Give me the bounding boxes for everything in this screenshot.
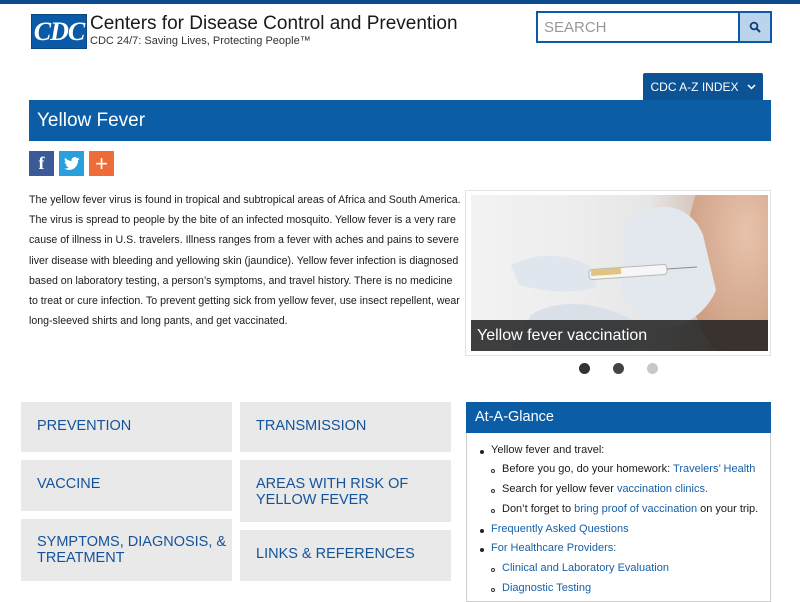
top-accent-bar [0,0,800,4]
twitter-bird-icon [64,157,80,170]
circle-bullet-icon [491,509,495,513]
twitter-share-button[interactable] [59,151,84,176]
bullet-icon [480,548,484,552]
bullet-icon [480,529,484,533]
slide-dot-3[interactable] [647,363,658,374]
provider-item-2 [502,582,591,594]
tile-symptoms-diagnosis-treatment[interactable]: SYMPTOMS, DIAGNOSIS, & TREATMENT [21,519,232,581]
chevron-down-icon [747,84,756,90]
more-share-button[interactable]: + [89,151,114,176]
travel-heading: Yellow fever and travel: [491,444,605,456]
at-a-glance-title: At-A-Glance [466,402,771,433]
facebook-share-button[interactable]: f [29,151,54,176]
cdc-logo[interactable]: CDC [31,14,87,49]
slide-dot-2[interactable] [613,363,624,374]
page-title-bar [29,100,771,141]
org-name[interactable]: Centers for Disease Control and Prevention [90,13,458,34]
circle-bullet-icon [491,588,495,592]
healthcare-providers-link[interactable]: For Healthcare Providers: [491,542,617,554]
page-title: Yellow Fever [37,110,146,131]
travel-item-1: Before you go, do your homework: Travelers’ Health [502,463,756,475]
providers-item [491,542,616,554]
bullet-icon [480,450,484,454]
proof-of-vaccination-link[interactable]: bring proof of vaccination [574,503,698,515]
faq-item [491,523,629,535]
az-index-button[interactable] [643,73,763,100]
search-button[interactable] [738,13,770,41]
travelers-health-link[interactable]: Travelers’ Health [673,463,756,475]
diagnostic-testing-link[interactable]: Diagnostic Testing [502,582,592,594]
circle-bullet-icon [491,568,495,572]
tile-prevention[interactable]: PREVENTION [21,402,232,452]
clinical-evaluation-link[interactable]: Clinical and Laboratory Evaluation [502,562,669,574]
circle-bullet-icon [491,469,495,473]
magnifier-icon [749,21,761,33]
az-index-label: CDC A-Z INDEX [650,79,739,94]
image-slideshow[interactable] [465,190,771,356]
circle-bullet-icon [491,489,495,493]
faq-link[interactable]: Frequently Asked Questions [491,523,629,535]
tile-areas-with-risk[interactable]: AREAS WITH RISK OF YELLOW FEVER [240,460,451,522]
search-input[interactable] [538,13,741,41]
provider-item-1 [502,562,669,574]
intro-paragraph: The yellow fever virus is found in tropical and subtropical areas of Africa and South America. The virus is spread to people by the bite of an infected mosquito. Yellow fever is a very rare cause of illness in U.S. travelers. Illness ranges from a fever with aches and pains to severe liver disease with bleeding and yellowing skin (jaundice). Yellow fever infection is diagnosed based on laboratory testing, a person’s symptoms, and travel history. There is no medicine to treat or cure infection. To prevent getting sick from yellow fever, use insect repellent, wear long-sleeved shirts and long pants, and get vaccinated. [29,194,461,328]
vaccination-clinics-link[interactable]: vaccination clinics. [616,483,709,495]
search-box [536,11,772,43]
slide-caption: Yellow fever vaccination [471,320,768,351]
tile-vaccine[interactable]: VACCINE [21,460,232,511]
slide-dot-1[interactable] [579,363,590,374]
tile-links-references[interactable]: LINKS & REFERENCES [240,530,451,581]
tile-transmission[interactable]: TRANSMISSION [240,402,451,452]
travel-item-3: Don’t forget to bring proof of vaccination on your trip. [502,503,759,515]
tagline: CDC 24/7: Saving Lives, Protecting People™ [90,35,311,47]
travel-item-2: Search for yellow fever vaccination clinics. [502,483,709,495]
